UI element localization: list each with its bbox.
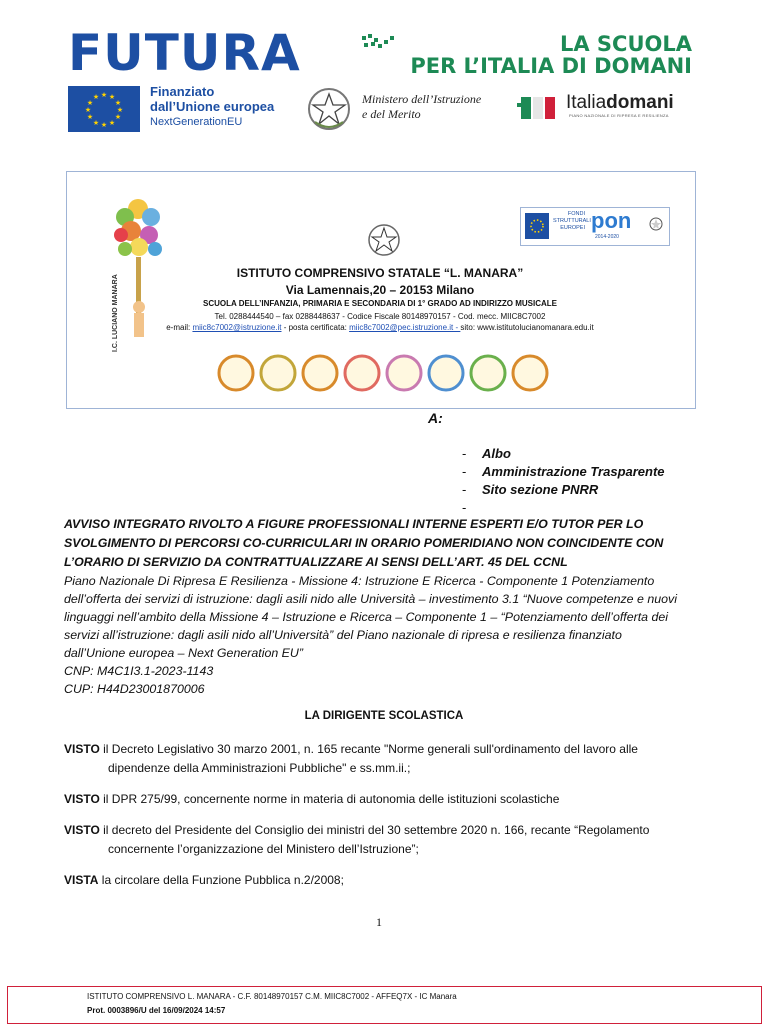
italia-a: Italia (566, 92, 607, 113)
dirigente-heading: LA DIRIGENTE SCOLASTICA (304, 710, 464, 722)
recipient-text: Sito sezione PNRR (482, 482, 599, 497)
svg-text:★: ★ (92, 93, 100, 101)
svg-text:★: ★ (86, 113, 94, 121)
notice-title: AVVISO INTEGRATO RIVOLTO A FIGURE PROFESSIONALI INTERNE ESPERTI E/O TUTOR PER LO SVOLGIMENTO DI PERCORSI CO-CURRICULARI IN ORARIO POMERIDIANO NON COINCIDENTE CON L’ORARIO DI SERVIZIO DA CONTRATTUALIZZARE AI SENSI DELL’ART. 45 DEL CCNL (64, 517, 664, 569)
notice-description (64, 572, 686, 698)
scuola-line2: PER L’ITALIA DI DOMANI (410, 54, 692, 78)
pon-logo (520, 207, 670, 246)
protocol-line1: ISTITUTO COMPRENSIVO L. MANARA - C.F. 80148970157 C.M. MIIC8C7002 - AFFEQ7X - IC Manara (87, 992, 457, 1001)
ministero-line2: e del Merito (362, 107, 421, 121)
visto-continuation: concernente l’organizzazione del Ministero dell’Istruzione”; (108, 842, 419, 856)
recipients-label: A: (428, 410, 443, 426)
eu-line1: Finanziato (150, 84, 215, 99)
republic-stemma-icon (366, 222, 402, 258)
pon-line2: STRUTTURALI (553, 218, 591, 224)
svg-text:★: ★ (108, 93, 116, 101)
visto-label: VISTA (64, 873, 99, 887)
page-number: 1 (376, 915, 382, 929)
school-logo-label: I.C. LUCIANO MANARA (112, 274, 119, 352)
svg-text:★: ★ (114, 113, 122, 121)
cnp-code: CNP: M4C1I3.1-2023-1143 (64, 664, 214, 678)
scuola-line1: LA SCUOLA (559, 32, 692, 56)
ministero-logo (362, 92, 481, 122)
svg-text:★: ★ (108, 119, 116, 127)
ministero-line1: Ministero dell’Istruzione (362, 92, 482, 106)
svg-text:★: ★ (84, 106, 92, 114)
scuola-italia-logo (372, 33, 692, 77)
cup-code: CUP: H44D23001870006 (64, 682, 205, 696)
italia-domani-logo (566, 92, 674, 114)
svg-text:★: ★ (114, 99, 122, 107)
visto-text: il Decreto Legislativo 30 marzo 2001, n. 165 recante "Norme generali sull'ordinamento del lavoro alle (99, 742, 638, 756)
italian-republic-emblem-icon (305, 86, 353, 132)
visto-label: VISTO (64, 823, 100, 837)
visto-label: VISTO (64, 742, 100, 756)
pon-emblem-icon (649, 216, 663, 232)
svg-text:★: ★ (100, 121, 108, 129)
pon-line3: EUROPEI (560, 225, 585, 231)
italia-domani-sub: PIANO NAZIONALE DI RIPRESA E RESILIENZA (569, 113, 669, 118)
institute-phone: Tel. 0288444540 – fax 0288448637 - Codice Fiscale 80148970157 - Cod. mecc. MIIC8C7002 (214, 312, 546, 321)
site-text: sito: www.istitutolucianomanara.edu.it (460, 323, 594, 332)
svg-text:★: ★ (92, 119, 100, 127)
pec-prefix: - posta certificata: (281, 323, 350, 332)
visto-paragraph (64, 790, 714, 809)
eu-funding-text (150, 84, 274, 114)
futura-logo: FUTURA (68, 24, 301, 82)
italia-domani-flag-icon (517, 93, 557, 123)
pon-years: 2014-2020 (595, 234, 619, 240)
recipient-text: Amministrazione Trasparente (482, 464, 665, 479)
institute-name: ISTITUTO COMPRENSIVO STATALE “L. MANARA” (236, 266, 524, 280)
eu-line2: dall’Unione europea (150, 99, 275, 114)
piano-text: Piano Nazionale Di Ripresa E Resilienza - Missione 4: Istruzione E Ricerca - Componente 1 Potenziamento dell’offerta dei servizi di istruzione: dagli asili nido alle Università – investimento 3.1 “Nuove competenze e nuovi linguaggi nell’ambito della Missione 4 – Istruzione e Ricerca – Componente 1 – “Potenziamento dell’offerta dei servizi all’istruzione: dagli asili nido all’Università” del Piano nazionale di ripresa e resilienza finanziato dall’Unione europea – Next Generation EU” (64, 574, 677, 660)
institute-address: Via Lamennais,20 – 20153 Milano (285, 283, 475, 297)
visto-label: VISTO (64, 792, 100, 806)
eu-line3: NextGenerationEU (150, 116, 243, 128)
visto-text: il DPR 275/99, concernente norme in materia di autonomia delle istituzioni scolastiche (99, 792, 560, 806)
svg-text:★: ★ (100, 91, 108, 99)
pon-fondi-text (553, 211, 591, 232)
visto-paragraph (64, 871, 714, 890)
visto-paragraph (64, 740, 714, 778)
pec-link[interactable]: miic8c7002@pec.istruzione.it - (349, 323, 461, 332)
protocol-line2: Prot. 0003896/U del 16/09/2024 14:57 (87, 1006, 226, 1015)
svg-text:★: ★ (86, 99, 94, 107)
email-link[interactable]: miic8c7002@istruzione.it (192, 323, 282, 332)
svg-text:★: ★ (116, 106, 124, 114)
recipient-text: Albo (482, 446, 511, 461)
pon-brand: pon (591, 208, 632, 233)
pon-line1: FONDI (567, 211, 585, 217)
visto-continuation: dipendenze della Amministrazioni Pubbliche" e ss.mm.ii.; (108, 761, 411, 775)
institute-school-type: SCUOLA DELL’INFANZIA, PRIMARIA E SECONDARIA DI 1° GRADO AD INDIRIZZO MUSICALE (202, 299, 558, 308)
eu-flag-small-icon (525, 213, 549, 239)
visto-text: il decreto del Presidente del Consiglio dei ministri del 30 settembre 2020 n. 166, recante “Regolamento (99, 823, 650, 837)
school-badges-row-icon (215, 352, 555, 394)
visto-text: la circolare della Funzione Pubblica n.2/2008; (98, 873, 344, 887)
institute-contacts (66, 323, 694, 332)
italia-b: domani (606, 92, 674, 113)
eu-flag-icon (68, 86, 140, 132)
visto-paragraph (64, 821, 714, 859)
mail-prefix: e-mail: (166, 323, 193, 332)
